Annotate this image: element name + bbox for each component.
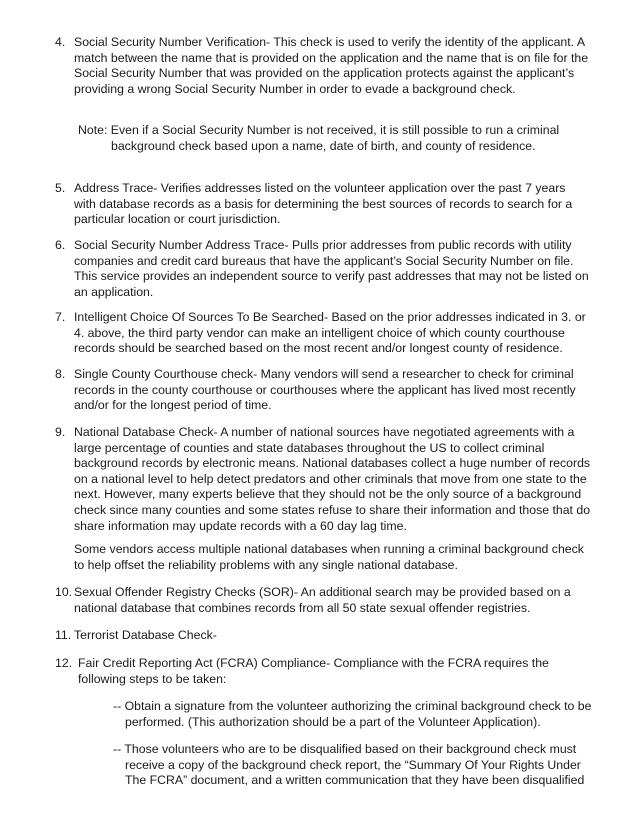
item-12-step-2-line-3: The FCRA” document, and a written communication that they have been disqualified (125, 773, 585, 788)
item-5-line-3: particular location or court jurisdiction. (74, 212, 281, 227)
item-11-text (74, 628, 217, 644)
item-7-line-1: Intelligent Choice Of Sources To Be Searched- Based on the prior addresses indicated in 3. or (74, 310, 586, 324)
item-12-step-2 (113, 742, 584, 789)
item-12-step-1 (113, 699, 591, 730)
item-4-line-3: Social Security Number that was provided on the application protects against the applicant’s (74, 66, 575, 81)
item-4-line-2: match between the name that is provided on the application and the name that is on file for the (74, 50, 589, 65)
item-10-line-2: national database that combines records from all 50 state sexual offender registries. (74, 600, 531, 615)
item-6-line-3: This service provides an independent source to verify past addresses that may not be listed on (74, 269, 589, 284)
item-6-text (74, 238, 589, 300)
item-6-line-4: an application. (74, 284, 154, 299)
item-10-number: 10. (55, 585, 73, 599)
item-12-line-1: Fair Credit Reporting Act (FCRA) Compliance- Compliance with the FCRA requires the (78, 656, 549, 670)
item-8-text (74, 367, 576, 414)
item-5-text (74, 181, 572, 228)
item-12-step-2-line-2: receive a copy of the background check report, the “Summary Of Your Rights Under (125, 757, 581, 772)
item-9-text (74, 425, 590, 534)
item-12-number: 12. (55, 656, 73, 670)
item-9-extra-line-2: to help offset the reliability problems with any single national database. (74, 557, 458, 572)
item-9-line-6: check since many counties and some states refuse to share their information and those that do (74, 502, 591, 517)
item-6-line-2: companies and credit card bureaus that have the applicant’s Social Security Number on file. (74, 253, 574, 268)
item-12-step-1-line-2: performed. (This authorization should be a part of the Volunteer Application). (125, 714, 541, 729)
item-7-number: 7. (55, 310, 66, 324)
item-7-line-3: records should be searched based on the most recent and/or longest county of residence. (74, 341, 563, 356)
item-12-step-2-line-1: -- Those volunteers who are to be disqualified based on their background check must (113, 742, 577, 756)
item-5-line-1: Address Trace- Verifies addresses listed on the volunteer application over the past 7 years (74, 181, 566, 195)
item-12-text (78, 656, 549, 687)
item-4-note-line-1: Note: Even if a Social Security Number is not received, it is still possible to run a criminal (78, 123, 560, 137)
item-9-line-7: share information may update records with a 60 day lag time. (74, 518, 407, 533)
item-4-text (74, 35, 588, 97)
item-9-extra (74, 542, 584, 573)
item-4-note (78, 123, 559, 154)
item-10-line-1: Sexual Offender Registry Checks (SOR)- An additional search may be provided based on a (74, 585, 571, 599)
item-10-text (74, 585, 571, 616)
item-7-text (74, 310, 586, 357)
item-4-number: 4. (55, 35, 66, 49)
item-7-line-2: 4. above, the third party vendor can make an intelligent choice of which county courthouse (74, 325, 565, 340)
item-9-line-2: large percentage of counties and state databases throughout the US to collect criminal (74, 440, 545, 455)
item-9-line-1: National Database Check- A number of national sources have negotiated agreements with a (74, 425, 575, 439)
item-11-line-1: Terrorist Database Check- (74, 628, 217, 642)
item-6-number: 6. (55, 238, 66, 252)
item-8-line-2: records in the county courthouse or courthouses where the applicant has lived most recently (74, 382, 576, 397)
item-9-line-5: next. However, many experts believe that they should not be the only source of a background (74, 487, 582, 502)
item-12-step-1-line-1: -- Obtain a signature from the volunteer authorizing the criminal background check to be (113, 699, 592, 713)
item-5-number: 5. (55, 181, 66, 195)
item-6-line-1: Social Security Number Address Trace- Pulls prior addresses from public records with utility (74, 238, 572, 252)
item-12-line-2: following steps to be taken: (78, 671, 227, 686)
item-4-note-line-2: background check based upon a name, date of birth, and county of residence. (111, 138, 536, 153)
item-8-number: 8. (55, 367, 66, 381)
item-9-number: 9. (55, 425, 66, 439)
item-5-line-2: with database records as a basis for determining the best sources of records to search for a (74, 196, 573, 211)
item-9-extra-line-1: Some vendors access multiple national databases when running a criminal background check (74, 542, 584, 556)
item-11-number: 11. (55, 628, 72, 642)
item-4-line-4: providing a wrong Social Security Number in order to evade a background check. (74, 81, 516, 96)
item-9-line-3: background records by electronic means. National databases collect a huge number of records (74, 456, 591, 471)
item-9-line-4: on a national level to help detect predators and other criminals that move from one state to the (74, 471, 587, 486)
item-8-line-3: and/or for the longest period of time. (74, 398, 272, 413)
item-4-line-1: Social Security Number Verification- This check is used to verify the identity of the applicant. A (74, 35, 586, 49)
item-8-line-1: Single County Courthouse check- Many vendors will send a researcher to check for criminal (74, 367, 574, 381)
